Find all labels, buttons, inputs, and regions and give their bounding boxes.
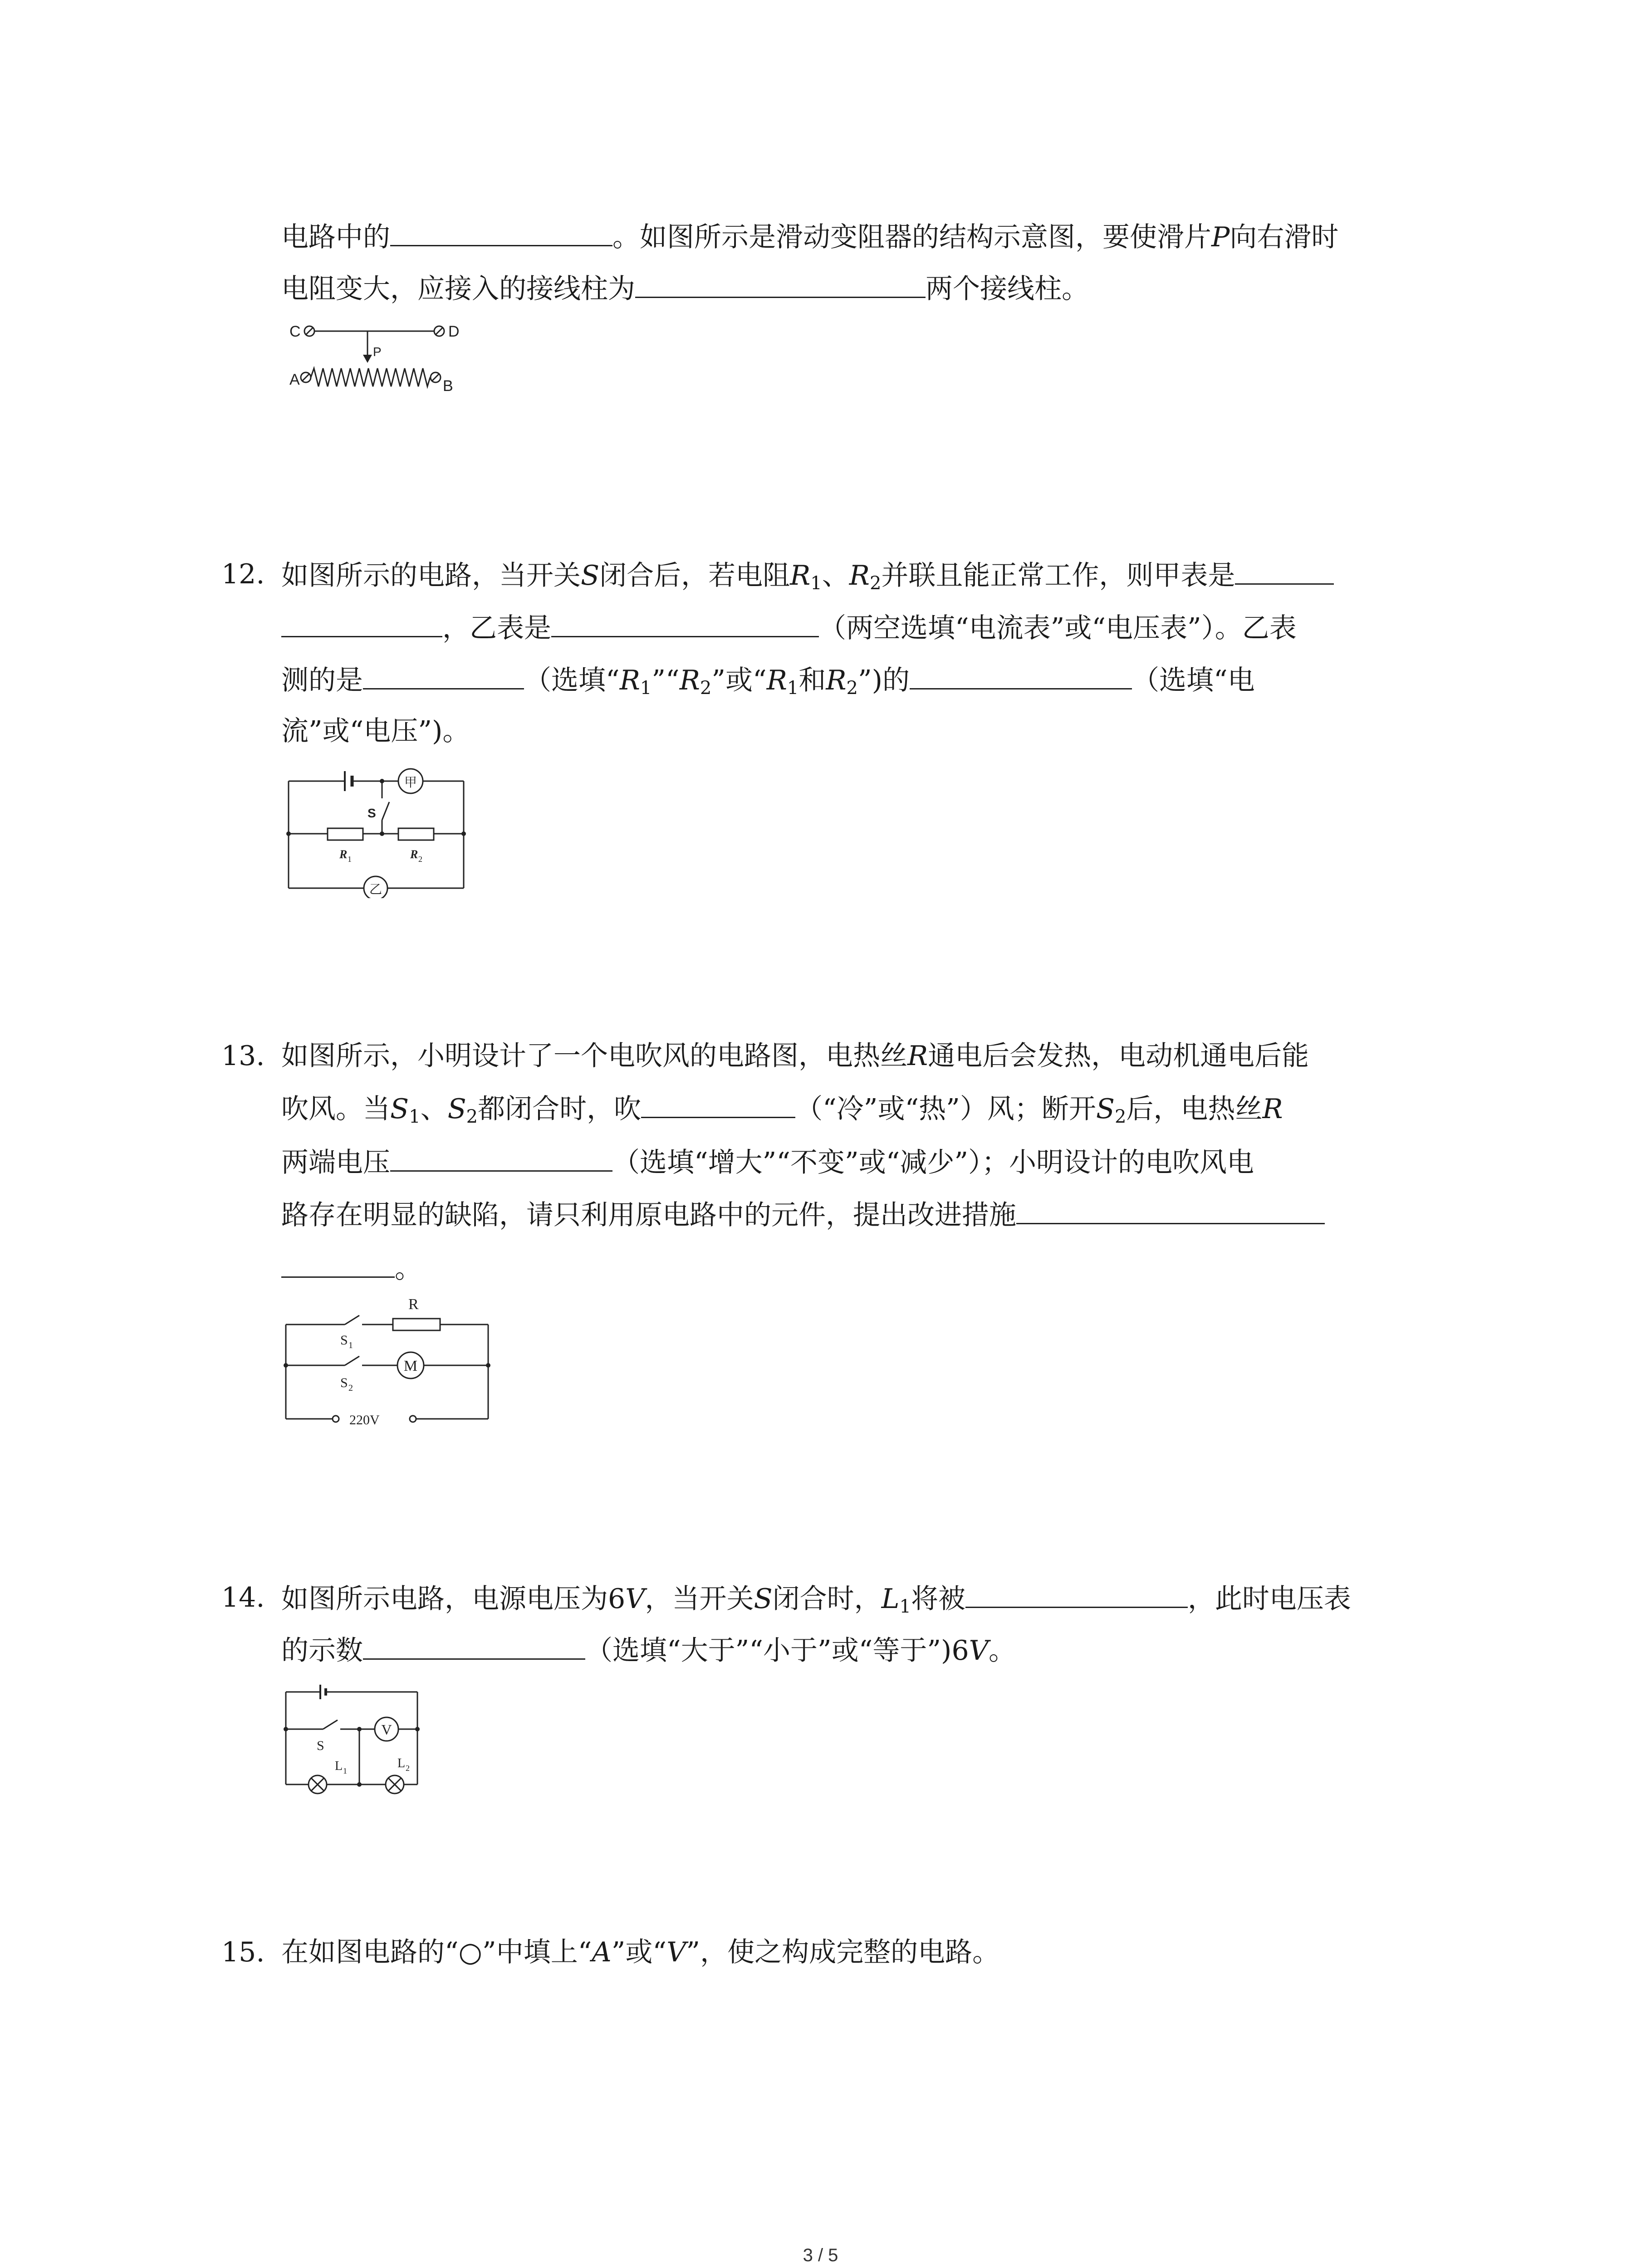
q14-blank-2[interactable]: [363, 1630, 585, 1660]
q12-line-3: 测的是 （选填“$R_1”“R_2$”或“$R_1$和$R_2$”)的 （选填“电: [281, 660, 1255, 699]
q13-blank-2[interactable]: [390, 1142, 612, 1172]
q12-line-4: 流”或“电压”)。: [281, 715, 470, 747]
q13-line-2: 吹风。当$S_1$、$S_2$都闭合时，吹 （“冷”或“热”）风；断开$S_2$后，电热丝R: [281, 1089, 1283, 1128]
r2-sub-label: 2: [418, 855, 422, 864]
q15-line-1: 在如图电路的“○”中填上“A”或“V”，使之构成完整的电路。: [281, 1936, 1000, 1968]
terminal-c-label: C: [289, 323, 301, 340]
switch-s1-sub-label: 1: [348, 1340, 353, 1350]
q14-circuit-figure: [281, 1678, 426, 1801]
q15-number: 15.: [221, 1936, 265, 1968]
q13-line-5: 。: [281, 1248, 422, 1288]
lamp-l2-sub-label: 2: [406, 1764, 410, 1773]
switch-s-label: S: [317, 1738, 324, 1753]
lamp-l2-label: L: [397, 1756, 406, 1770]
r1-label: R: [339, 848, 348, 861]
q14-blank-1[interactable]: [965, 1579, 1188, 1608]
lamp-l1-sub-label: 1: [343, 1766, 347, 1775]
switch-s2-sub-label: 2: [348, 1383, 353, 1393]
q12-blank-1b[interactable]: [281, 608, 442, 637]
switch-s2-label: S: [340, 1375, 348, 1390]
q12-blank-2[interactable]: [551, 608, 819, 637]
meter-jia-label: 甲: [404, 775, 417, 790]
q14-line-1: 如图所示电路，电源电压为6V，当开关S闭合时，$L_1$将被 ，此时电压表: [281, 1579, 1351, 1618]
terminal-a-label: A: [289, 371, 300, 388]
supply-220v-label: 220V: [349, 1413, 380, 1427]
rheostat-figure: [286, 318, 476, 399]
lamp-l1-label: L: [335, 1759, 343, 1773]
q12-line-2: ，乙表是 （两空选填“电流表”或“电压表”）。乙表: [281, 608, 1297, 647]
q12-number: 12.: [221, 558, 265, 590]
q11-line-1: 电路中的 。如图所示是滑动变阻器的结构示意图，要使滑片P向右滑时: [281, 217, 1338, 256]
q13-line-1: 如图所示，小明设计了一个电吹风的电路图，电热丝R通电后会发热，电动机通电后能: [281, 1040, 1309, 1072]
motor-m-label: M: [403, 1358, 418, 1374]
q11-blank-2[interactable]: [635, 269, 926, 298]
switch-s-label: S: [367, 806, 376, 820]
page-number: 3 / 5: [803, 2245, 838, 2265]
q12-circuit-figure: [286, 767, 476, 898]
q14-number: 14.: [221, 1582, 265, 1613]
terminal-d-label: D: [448, 323, 460, 340]
voltmeter-v-label: V: [381, 1721, 392, 1738]
heater-r-label: R: [408, 1296, 419, 1313]
q14-line-2: 的示数 （选填“大于”“小于”或“等于”)6V。: [281, 1630, 1016, 1670]
q13-line-3: 两端电压 （选填“增大”“不变”或“减少”）；小明设计的电吹风电: [281, 1142, 1254, 1182]
q13-blank-3a[interactable]: [1016, 1195, 1325, 1224]
q11-line-2: 电阻变大，应接入的接线柱为 两个接线柱。: [281, 269, 1089, 308]
meter-yi-label: 乙: [369, 882, 382, 897]
q11-blank-1[interactable]: [390, 217, 612, 246]
r2-label: R: [410, 848, 418, 861]
q13-blank-3b[interactable]: [281, 1248, 395, 1278]
q13-blank-1[interactable]: [641, 1089, 795, 1118]
q13-circuit-figure: [281, 1293, 499, 1433]
q13-line-4: 路存在明显的缺陷，请只利用原电路中的元件，提出改进措施: [281, 1195, 1325, 1234]
q12-blank-1a[interactable]: [1235, 555, 1334, 585]
switch-s1-label: S: [340, 1333, 348, 1348]
slider-p-label: P: [373, 345, 382, 359]
q13-number: 13.: [221, 1040, 265, 1072]
q12-blank-4[interactable]: [910, 660, 1132, 689]
q12-blank-3[interactable]: [363, 660, 524, 689]
q12-line-1: 如图所示的电路，当开关S闭合后，若电阻$R_1$、$R_2$并联且能正常工作，则甲表是: [281, 555, 1334, 595]
r1-sub-label: 1: [348, 855, 352, 864]
terminal-b-label: B: [443, 377, 453, 395]
